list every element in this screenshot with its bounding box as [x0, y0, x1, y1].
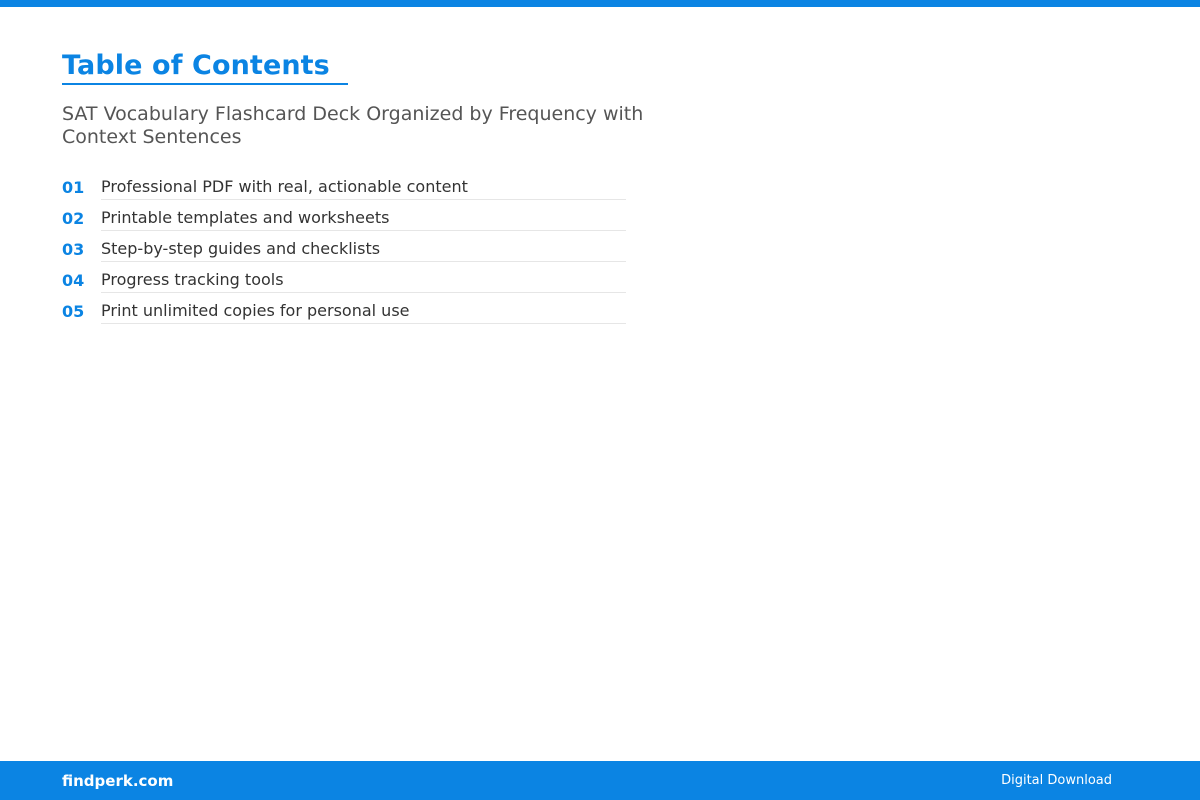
toc-item-number: 03: [62, 240, 85, 259]
main-content: [62, 50, 702, 324]
toc-item-number: 05: [62, 302, 85, 321]
toc-item-label: Print unlimited copies for personal use: [101, 301, 626, 324]
page-title: Table of Contents: [62, 50, 348, 85]
toc-item-label: Printable templates and worksheets: [101, 208, 626, 231]
toc-item: [62, 200, 702, 231]
toc-item: [62, 293, 702, 324]
toc-item: [62, 169, 702, 200]
toc-item-number: 01: [62, 178, 85, 197]
toc-list: [62, 169, 702, 324]
toc-item-label: Step-by-step guides and checklists: [101, 239, 626, 262]
page-subtitle: SAT Vocabulary Flashcard Deck Organized by Frequency with Context Sentences: [62, 103, 644, 148]
toc-item: [62, 231, 702, 262]
footer-bar: [0, 761, 1200, 800]
footer-tag: Digital Download: [1001, 773, 1112, 788]
toc-item-label: Professional PDF with real, actionable content: [101, 177, 626, 200]
footer-brand: findperk.com: [62, 772, 174, 790]
top-accent-bar: [0, 0, 1200, 7]
toc-item-number: 04: [62, 271, 85, 290]
toc-item-label: Progress tracking tools: [101, 270, 626, 293]
toc-item: [62, 262, 702, 293]
toc-item-number: 02: [62, 209, 85, 228]
